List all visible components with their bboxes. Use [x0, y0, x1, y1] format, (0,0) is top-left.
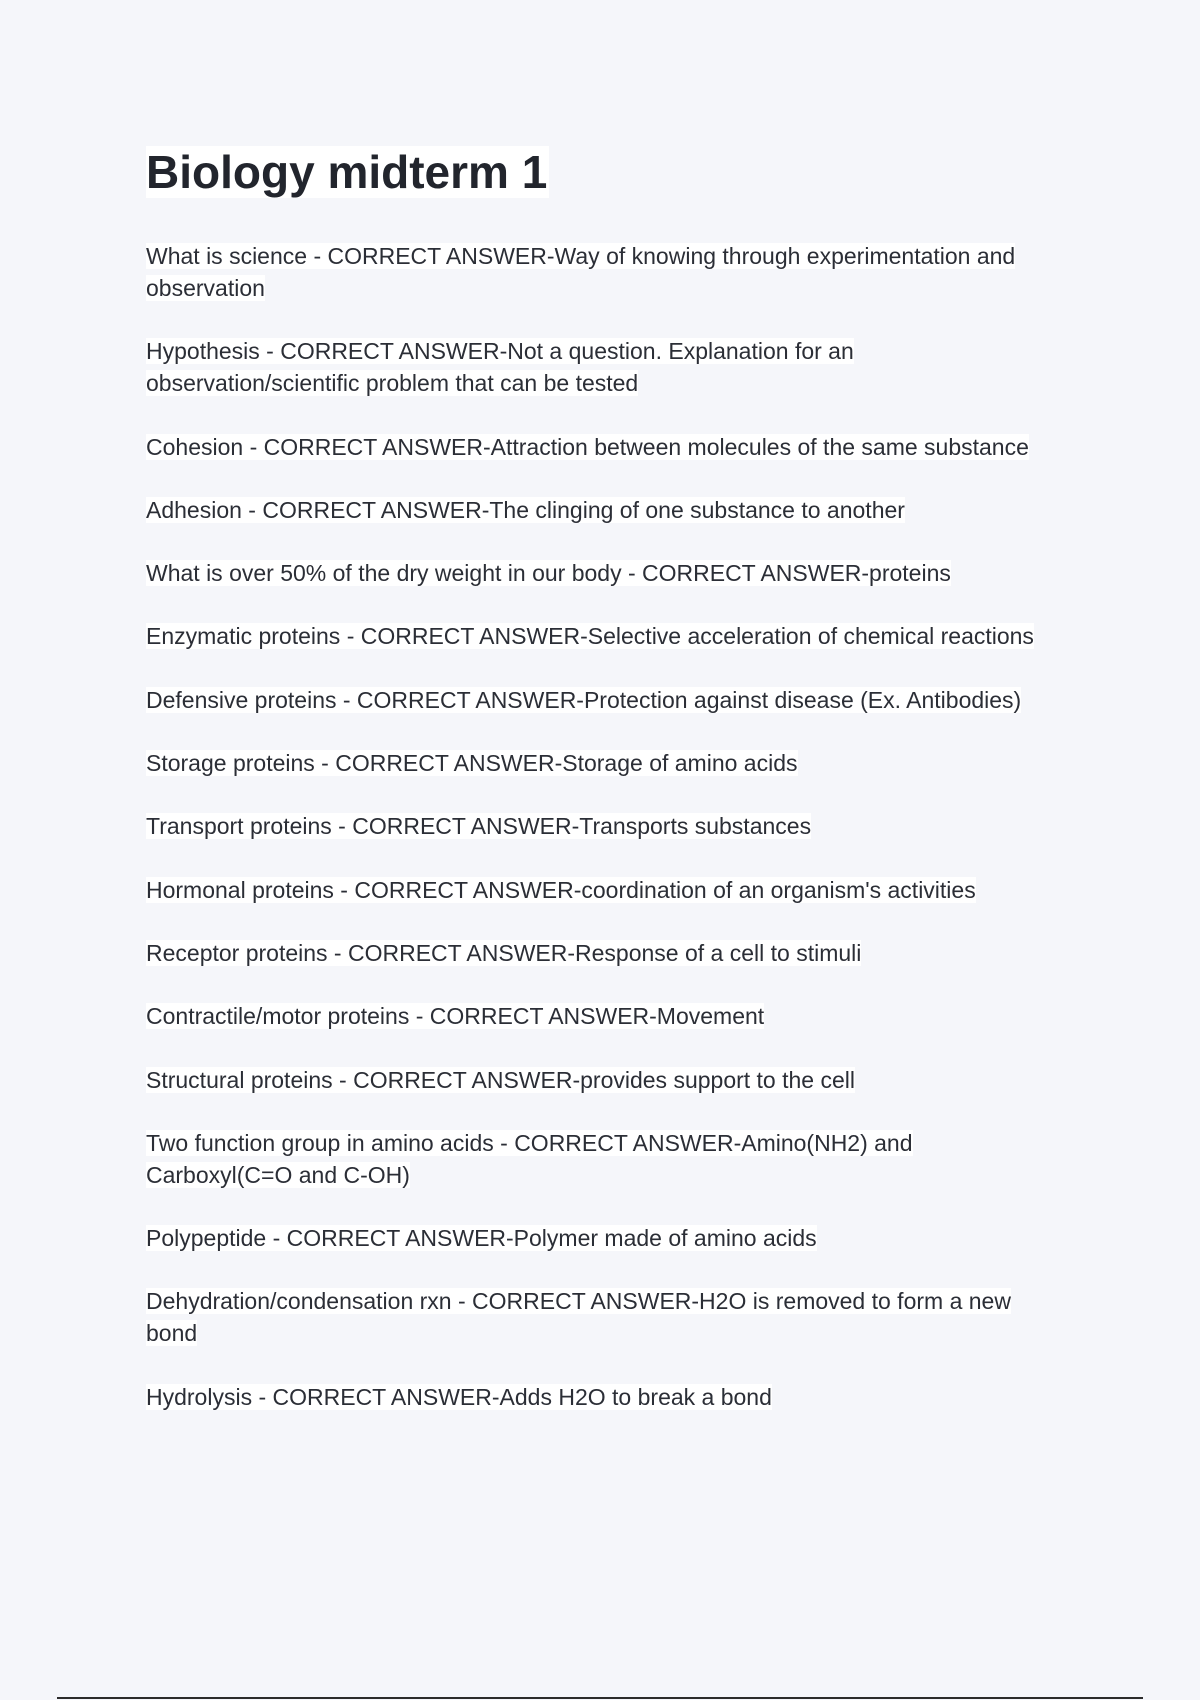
qa-item	[146, 335, 1046, 399]
qa-item	[146, 1000, 1046, 1032]
document-title: Biology midterm 1	[146, 146, 548, 198]
qa-item	[146, 937, 1046, 969]
qa-item-text: Hormonal proteins - CORRECT ANSWER-coordination of an organism's activities	[146, 876, 976, 903]
qa-item	[146, 557, 1046, 589]
qa-item-text: Contractile/motor proteins - CORRECT ANSWER-Movement	[146, 1003, 765, 1030]
qa-item-text: What is over 50% of the dry weight in our body - CORRECT ANSWER-proteins	[146, 560, 951, 587]
qa-item-text: Hydrolysis - CORRECT ANSWER-Adds H2O to break a bond	[146, 1383, 772, 1410]
qa-item-text: Storage proteins - CORRECT ANSWER-Storage of amino acids	[146, 750, 798, 777]
qa-item	[146, 684, 1046, 716]
qa-item-text: What is science - CORRECT ANSWER-Way of knowing through experimentation and observation	[146, 243, 1016, 301]
qa-item-text: Cohesion - CORRECT ANSWER-Attraction between molecules of the same substance	[146, 433, 1029, 460]
qa-item	[146, 1222, 1046, 1254]
qa-item	[146, 874, 1046, 906]
qa-item	[146, 747, 1046, 779]
qa-item	[146, 1127, 1046, 1191]
qa-item-text: Enzymatic proteins - CORRECT ANSWER-Selective acceleration of chemical reactions	[146, 623, 1034, 650]
qa-item	[146, 240, 1046, 304]
qa-item	[146, 1064, 1046, 1096]
page-bottom-divider	[57, 1697, 1143, 1699]
qa-item	[146, 1285, 1046, 1349]
qa-item-text: Dehydration/condensation rxn - CORRECT ANSWER-H2O is removed to form a new bond	[146, 1288, 1011, 1347]
qa-item	[146, 494, 1046, 526]
qa-item-text: Hypothesis - CORRECT ANSWER-Not a question. Explanation for an observation/scientific problem that can be tested	[146, 338, 854, 397]
document-page	[146, 146, 1046, 1444]
qa-item	[146, 810, 1046, 842]
qa-item-text: Polypeptide - CORRECT ANSWER-Polymer made of amino acids	[146, 1225, 817, 1252]
qa-item-text: Receptor proteins - CORRECT ANSWER-Response of a cell to stimuli	[146, 939, 862, 966]
qa-item	[146, 620, 1046, 652]
qa-item	[146, 1381, 1046, 1413]
qa-item-text: Adhesion - CORRECT ANSWER-The clinging of one substance to another	[146, 496, 905, 523]
qa-list	[146, 240, 1046, 1413]
qa-item	[146, 431, 1046, 463]
qa-item-text: Structural proteins - CORRECT ANSWER-provides support to the cell	[146, 1066, 855, 1093]
qa-item-text: Defensive proteins - CORRECT ANSWER-Protection against disease (Ex. Antibodies)	[146, 686, 1022, 713]
qa-item-text: Two function group in amino acids - CORRECT ANSWER-Amino(NH2) and Carboxyl(C=O and C-OH)	[146, 1129, 913, 1188]
qa-item-text: Transport proteins - CORRECT ANSWER-Transports substances	[146, 813, 812, 840]
